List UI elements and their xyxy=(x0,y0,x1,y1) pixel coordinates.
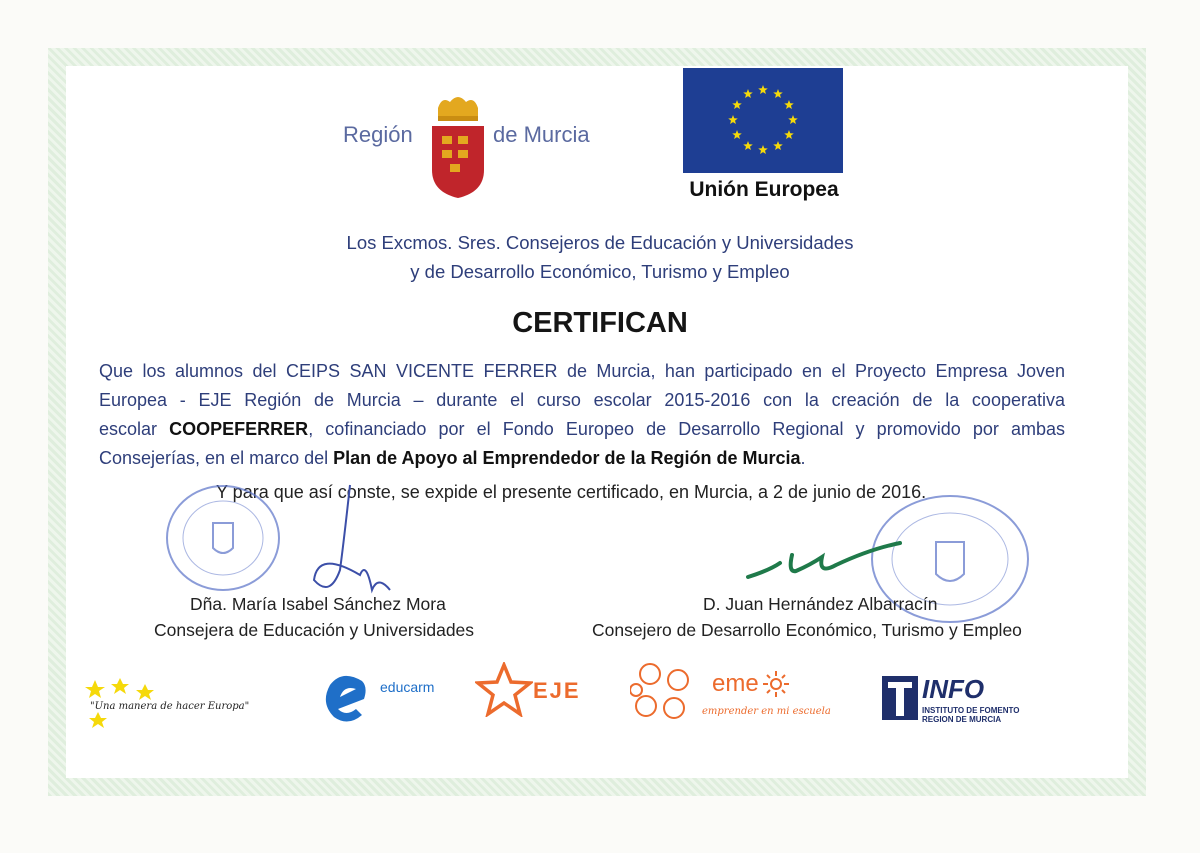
murcia-crest-icon xyxy=(428,92,488,202)
intro-line-2: y de Desarrollo Económico, Turismo y Empleo xyxy=(410,261,790,282)
intro-line-1: Los Excmos. Sres. Consejeros de Educación y Universidades xyxy=(346,232,854,253)
eu-label: Unión Europea xyxy=(689,178,839,201)
plan-name: Plan de Apoyo al Emprendedor de la Región de Murcia xyxy=(333,448,801,468)
left-signature-icon xyxy=(300,480,410,610)
eme-subtitle: emprender en mi escuela xyxy=(702,706,831,717)
right-signatory-name: D. Juan Hernández Albarracín xyxy=(703,594,938,614)
body-line-3 xyxy=(99,419,1065,440)
info-label: INFO xyxy=(922,674,985,704)
body-line-4-c: . xyxy=(800,448,806,468)
eme-logo xyxy=(630,660,855,725)
eje-star-icon xyxy=(475,662,533,717)
body-line-1: Que los alumnos del CEIPS SAN VICENTE FERRER de Murcia, han participado en el Proyecto Empresa Joven xyxy=(99,361,1065,381)
region-murcia-logo xyxy=(340,92,610,202)
info-subtitle-2: REGION DE MURCIA xyxy=(922,715,1002,724)
body-line-2: Europea - EJE Región de Murcia – durante el curso escolar 2015-2016 con la creación de la cooperativa xyxy=(99,390,1065,410)
eje-logo xyxy=(475,662,600,722)
info-logo xyxy=(880,672,1050,728)
eu-flag-icon xyxy=(683,68,843,173)
body-line-4 xyxy=(99,448,1065,469)
left-official-stamp-icon xyxy=(163,483,283,593)
right-signatory-role: Consejero de Desarrollo Económico, Turismo y Empleo xyxy=(592,620,1022,640)
feder-logo xyxy=(80,672,300,734)
body-line-4-a: Consejerías, en el marco del xyxy=(99,448,334,468)
educarm-e-icon xyxy=(322,671,370,725)
certificate-title: CERTIFICAN xyxy=(512,307,688,339)
info-i-icon xyxy=(880,674,920,722)
left-signatory-name: Dña. María Isabel Sánchez Mora xyxy=(190,594,446,614)
closing-line: Y para que así conste, se expide el presente certificado, en Murcia, a 2 de junio de 2016. xyxy=(216,482,927,502)
region-logo-text-right: de Murcia xyxy=(493,122,590,147)
body-line-3-a: escolar xyxy=(99,419,170,439)
left-signatory-role: Consejera de Educación y Universidades xyxy=(154,620,475,640)
eje-label: EJE xyxy=(533,678,581,703)
educarm-label: educarm xyxy=(380,679,435,695)
children-faces-icon xyxy=(630,660,710,725)
right-signature-icon xyxy=(740,535,910,590)
cooperative-name: COOPEFERRER xyxy=(169,419,309,439)
sun-icon xyxy=(762,670,790,698)
body-line-3-c: , cofinanciado por el Fondo Europeo de Desarrollo Regional y promovido por ambas xyxy=(308,419,1066,439)
feder-slogan: "Una manera de hacer Europa" xyxy=(90,701,250,712)
region-logo-text-left: Región xyxy=(343,122,413,147)
educarm-logo xyxy=(322,669,452,729)
eme-label: eme xyxy=(712,670,759,697)
info-subtitle-1: INSTITUTO DE FOMENTO xyxy=(922,706,1020,715)
